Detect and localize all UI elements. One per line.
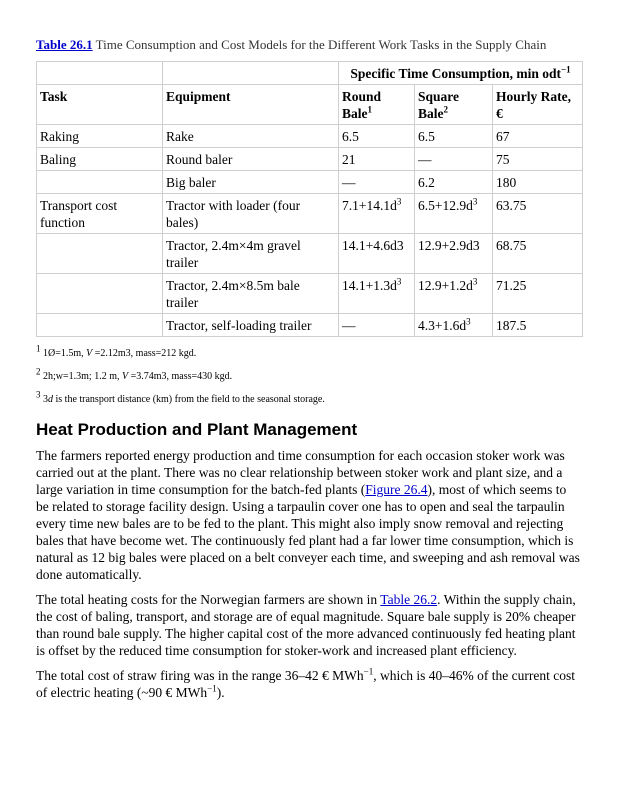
cell-text: 71.25	[496, 278, 527, 293]
paragraph-text: The total cost of straw firing was in the range 36–42 € MWh	[36, 668, 364, 683]
cell-round	[339, 148, 415, 171]
table-row	[37, 171, 583, 194]
cell-text: —	[418, 152, 432, 167]
cell-square	[415, 125, 493, 148]
cell-text: 180	[496, 175, 517, 190]
section-heading: Heat Production and Plant Management	[36, 420, 358, 439]
table-footnotes	[36, 343, 581, 406]
cell-hourly	[493, 234, 583, 274]
cell-square	[415, 274, 493, 314]
table-header-row	[37, 85, 583, 125]
cell-text: Round baler	[166, 152, 233, 167]
table-row	[37, 274, 583, 314]
cell-text: 68.75	[496, 238, 527, 253]
table-26-2-link[interactable]: Table 26.2	[380, 592, 438, 607]
cell-round	[339, 171, 415, 194]
cell-text: —	[342, 318, 356, 333]
cell-equipment	[163, 274, 339, 314]
cell-text: 6.2	[418, 175, 435, 190]
cell-text: 67	[496, 129, 510, 144]
cell-text: Tractor with loader (four bales)	[166, 198, 301, 230]
cell-text: 7.1+14.1d	[342, 198, 397, 213]
group-header-cell	[339, 62, 583, 85]
cell-text: Tractor, 2.4m×4m gravel trailer	[166, 238, 301, 270]
cell-exponent: 3	[472, 276, 478, 287]
paragraph-1	[36, 447, 581, 583]
cell-equipment	[163, 194, 339, 234]
table-group-header-row	[37, 62, 583, 85]
footnote-number: 1	[36, 343, 41, 354]
table-row	[37, 125, 583, 148]
cell-square	[415, 148, 493, 171]
cell-hourly	[493, 274, 583, 314]
cell-task	[37, 148, 163, 171]
header-square-bale-sup: 2	[443, 104, 448, 115]
cell-text: 14.1+1.3d	[342, 278, 397, 293]
cell-equipment	[163, 148, 339, 171]
cell-exponent: 3	[472, 196, 478, 207]
paragraph-2	[36, 591, 581, 659]
cell-round	[339, 125, 415, 148]
cell-round	[339, 194, 415, 234]
table-row	[37, 194, 583, 234]
footnote-variable: V	[86, 348, 93, 359]
cell-text: 63.75	[496, 198, 527, 213]
footnote-number: 3	[36, 389, 41, 400]
header-round-bale-text: Round Bale	[342, 89, 382, 121]
footnote-text: 1Ø=1.5m,	[40, 348, 87, 359]
cell-task	[37, 274, 163, 314]
footnote-text: =3.74m3, mass=430 kgd.	[128, 371, 233, 382]
cell-text: 21	[342, 152, 356, 167]
cell-text: Transport cost function	[40, 198, 118, 230]
cell-text: Rake	[166, 129, 194, 144]
cell-hourly	[493, 314, 583, 337]
cell-text: 6.5	[342, 129, 359, 144]
group-header-sup: −1	[561, 64, 571, 75]
header-task: Task	[37, 85, 163, 125]
cell-text: 14.1+4.6d3	[342, 238, 404, 253]
footnote-text: 3	[40, 394, 48, 405]
cell-hourly	[493, 148, 583, 171]
table-row	[37, 314, 583, 337]
table-cell	[37, 62, 163, 85]
cell-task	[37, 314, 163, 337]
paragraph-text: , which is 40–46% of the current cost of electric heating (~90 € MWh	[36, 668, 575, 700]
footnote-variable: d	[48, 394, 53, 405]
cell-text: Big baler	[166, 175, 216, 190]
paragraph-text: ), most of which seems to be related to storage facility design. Using a tarpaulin cover one has to open and seal the tarpaulin every time new bales are to be fed to the plant. This might also imply snow removal and rejecting bales that have become wet. The continuously fed plant had a far lower time consumption, which is natural as 12 big bales were placed on a belt conveyer each time, and sweeping and ash removal was done automatically.	[36, 482, 580, 582]
cell-round	[339, 314, 415, 337]
footnote	[36, 389, 581, 406]
cell-hourly	[493, 171, 583, 194]
cell-equipment	[163, 125, 339, 148]
cell-text: 4.3+1.6d	[418, 318, 467, 333]
footnote-text: is the transport distance (km) from the field to the seasonal storage.	[53, 394, 325, 405]
header-equipment: Equipment	[163, 85, 339, 125]
footnote	[36, 343, 581, 360]
cell-square	[415, 234, 493, 274]
cell-task	[37, 171, 163, 194]
paragraph-text: The farmers reported energy production and time consumption for each occasion stoker work was carried out at the plant. There was no clear relationship between stoker work and plant size, and a large variation in time consumption for the batch-fed plants (	[36, 448, 565, 497]
cell-equipment	[163, 314, 339, 337]
header-round-bale-sup: 1	[367, 104, 372, 115]
cell-task	[37, 194, 163, 234]
cell-text: 75	[496, 152, 510, 167]
cell-square	[415, 194, 493, 234]
cell-text: Tractor, 2.4m×8.5m bale trailer	[166, 278, 300, 310]
cell-text: Baling	[40, 152, 76, 167]
cell-text: 12.9+2.9d3	[418, 238, 480, 253]
cell-square	[415, 314, 493, 337]
cell-text: 6.5	[418, 129, 435, 144]
table-caption-text: Time Consumption and Cost Models for the Different Work Tasks in the Supply Chain	[92, 37, 547, 52]
paragraph-3	[36, 667, 581, 701]
cell-text: Raking	[40, 129, 79, 144]
paragraph-text: The total heating costs for the Norwegian farmers are shown in	[36, 592, 381, 607]
header-square-bale	[415, 85, 493, 125]
table-cell	[163, 62, 339, 85]
table-26-1-link[interactable]: Table 26.1	[36, 37, 93, 52]
cell-text: Tractor, self-loading trailer	[166, 318, 312, 333]
cell-exponent: 3	[466, 316, 471, 327]
cell-text: 6.5+12.9d	[418, 198, 473, 213]
table-caption	[36, 37, 581, 53]
unit-exponent: −1	[363, 666, 374, 677]
table-row	[37, 148, 583, 171]
table-body	[37, 125, 583, 337]
cell-round	[339, 274, 415, 314]
header-round-bale	[339, 85, 415, 125]
cell-text: 187.5	[496, 318, 527, 333]
figure-26-4-link[interactable]: Figure 26.4	[365, 482, 428, 497]
header-square-bale-text: Square Bale	[418, 89, 460, 121]
time-cost-table	[36, 61, 583, 337]
footnote-text: =2.12m3, mass=212 kgd.	[92, 348, 197, 359]
cell-exponent: 3	[396, 276, 402, 287]
cell-hourly	[493, 125, 583, 148]
cell-equipment	[163, 171, 339, 194]
footnote-variable: V	[121, 371, 129, 382]
header-hourly-rate: Hourly Rate, €	[493, 85, 583, 125]
paragraph-text: . Within the supply chain, the cost of baling, transport, and storage are of equal magnitude. Square bale supply is 20% cheaper than round bale supply. The higher capital cost of the more advanced continuously fed heating plant is offset by the reduced time consumption for stoker-work and increased plant efficiency.	[36, 592, 576, 658]
cell-text: —	[342, 175, 356, 190]
footnote-text: 2h;w=1.3m; 1.2 m,	[40, 371, 122, 382]
cell-hourly	[493, 194, 583, 234]
footnote	[36, 366, 581, 383]
cell-task	[37, 125, 163, 148]
cell-equipment	[163, 234, 339, 274]
footnote-number: 2	[36, 366, 41, 377]
cell-task	[37, 234, 163, 274]
paragraph-text: ).	[216, 685, 225, 700]
cell-exponent: 3	[396, 196, 402, 207]
group-header-text: Specific Time Consumption, min odt	[350, 66, 561, 81]
unit-exponent: −1	[207, 683, 217, 694]
cell-text: 12.9+1.2d	[418, 278, 473, 293]
cell-square	[415, 171, 493, 194]
table-row	[37, 234, 583, 274]
cell-round	[339, 234, 415, 274]
